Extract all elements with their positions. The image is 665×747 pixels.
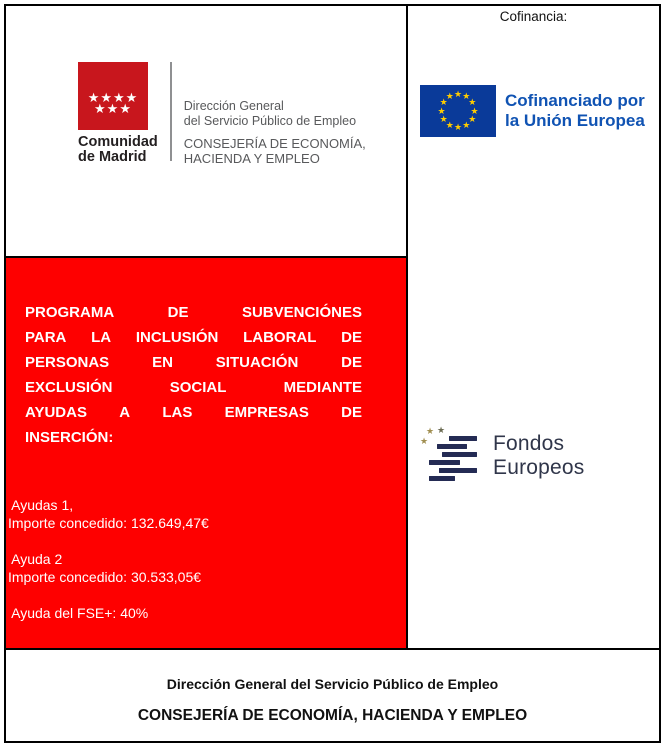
program-title-line — [25, 350, 362, 375]
program-title-line — [25, 325, 362, 350]
consejeria-line1: CONSEJERÍA DE ECONOMÍA, — [183, 136, 366, 151]
eu-text-line1: Cofinanciado por — [505, 90, 645, 110]
cofinancia-label: Cofinancia: — [499, 9, 568, 24]
grants-list — [8, 496, 362, 622]
fondos-star-icon: ★ — [437, 425, 446, 435]
program-title — [25, 300, 362, 450]
program-title-word: DE — [341, 329, 362, 346]
grant-line: Ayuda 2 — [8, 551, 63, 567]
footer-consejeria-line: CONSEJERÍA DE ECONOMÍA, HACIENDA Y EMPLEO — [137, 707, 528, 724]
grant-group — [8, 496, 362, 532]
madrid-stars-row1-icon: ★★★★ — [87, 89, 139, 105]
madrid-logo-name-line1: Comunidad — [78, 134, 158, 150]
program-title-word: LA — [91, 329, 112, 346]
madrid-stars-row2-icon: ★★★ — [94, 100, 132, 116]
grant-line: Ayudas 1, — [8, 497, 74, 513]
program-title-word: SITUACIÓN — [215, 354, 299, 371]
madrid-logo-name-line2: de Madrid — [78, 149, 147, 165]
program-title-word: SOCIAL — [169, 379, 227, 396]
fondos-europeos-label: Fondos Europeos — [493, 432, 585, 479]
eu-cofinanced-text — [505, 91, 645, 132]
program-title-word: DE — [341, 354, 362, 371]
program-title-word: A — [119, 404, 131, 421]
eu-flag-star-icon: ★ — [453, 122, 463, 132]
red-box — [6, 256, 406, 648]
program-title-word: EXCLUSIÓN — [25, 379, 113, 396]
eu-flag-star-icon: ★ — [453, 89, 463, 99]
program-title-word: MEDIANTE — [283, 379, 362, 396]
direccion-general-block — [184, 99, 366, 166]
eu-flag-star-icon: ★ — [445, 119, 454, 130]
grant-group — [8, 604, 362, 622]
program-title-word: LABORAL — [243, 329, 317, 346]
program-title-word: INSERCIÓN: — [25, 429, 114, 446]
fondos-europeos-logo — [420, 427, 659, 485]
poster-frame — [4, 4, 661, 743]
grant-line: Importe concedido: 30.533,05€ — [8, 569, 202, 585]
direccion-line2: del Servicio Público de Empleo — [183, 114, 357, 128]
program-title-word: LAS — [162, 404, 193, 421]
eu-cofinanced-logo — [420, 85, 645, 137]
logo-divider — [170, 62, 172, 161]
madrid-header-cell — [6, 6, 406, 256]
consejeria-block — [184, 136, 366, 166]
program-title-word: INCLUSIÓN — [135, 329, 219, 346]
eu-flag-star-icon: ★ — [468, 97, 477, 108]
program-title-line — [25, 400, 362, 425]
eu-flag-star-icon: ★ — [445, 91, 454, 102]
fondos-europeos-icon — [420, 427, 482, 485]
eu-flag-star-icon: ★ — [439, 97, 448, 108]
program-title-word: AYUDAS — [25, 404, 87, 421]
grant-line: Ayuda del FSE+: 40% — [8, 605, 149, 621]
footer-direccion-line: Dirección General del Servicio Público de Empleo — [166, 676, 499, 692]
program-title-line — [25, 425, 362, 450]
program-title-word: EN — [152, 354, 173, 371]
madrid-flag-icon — [78, 62, 148, 130]
program-title-word: PROGRAMA — [25, 304, 115, 321]
eu-flag-star-icon: ★ — [470, 105, 479, 116]
fondos-star-icon: ★ — [426, 426, 435, 436]
eu-flag-star-icon: ★ — [468, 113, 477, 124]
consejeria-line2: HACIENDA Y EMPLEO — [183, 151, 320, 166]
eu-flag-star-icon: ★ — [462, 91, 471, 102]
eu-flag-star-icon: ★ — [437, 105, 446, 116]
program-title-word: DE — [167, 304, 189, 321]
eu-flag-icon — [420, 85, 496, 137]
eu-text-line2: la Unión Europea — [505, 111, 645, 130]
eu-flag-star-icon: ★ — [462, 119, 471, 130]
program-title-word: PERSONAS — [25, 354, 110, 371]
direccion-line1: Dirección General — [183, 99, 284, 113]
program-title-word: EMPRESAS — [224, 404, 309, 421]
cofinancing-column — [406, 6, 659, 648]
program-title-word: PARA — [25, 329, 67, 346]
grant-group — [8, 550, 362, 586]
program-title-word: SUBVENCIÓNES — [241, 304, 362, 321]
fondos-star-icon: ★ — [420, 436, 429, 446]
grant-line: Importe concedido: 132.649,47€ — [8, 515, 209, 531]
program-title-word: DE — [341, 404, 362, 421]
madrid-logo-wordmark — [78, 135, 158, 165]
eu-flag-star-icon: ★ — [439, 113, 448, 124]
footer — [6, 648, 659, 741]
program-title-line — [25, 375, 362, 400]
program-title-line — [25, 300, 362, 325]
comunidad-madrid-logo — [78, 62, 158, 165]
